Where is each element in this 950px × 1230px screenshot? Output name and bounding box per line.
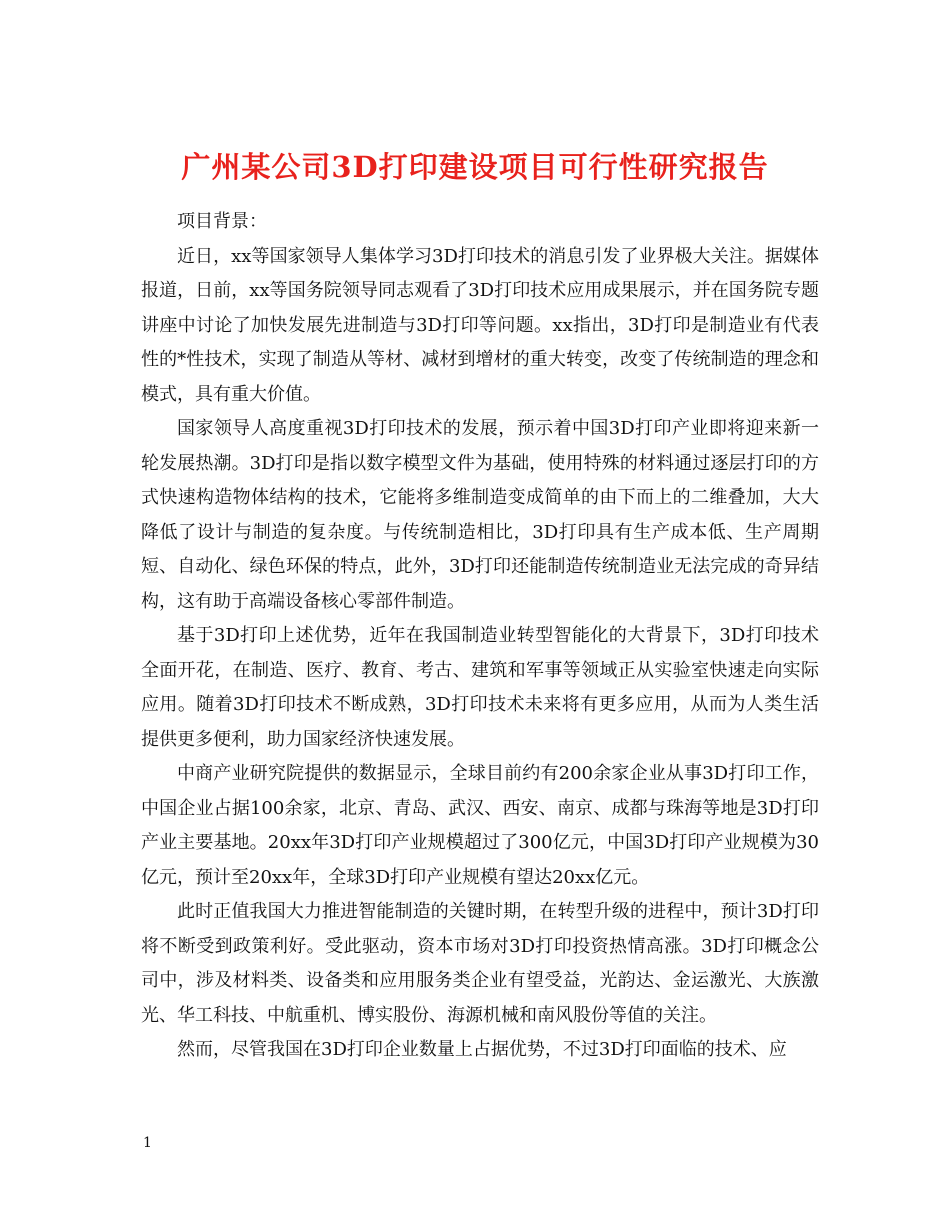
paragraph-1: 近日，xx等国家领导人集体学习3D打印技术的消息引发了业界极大关注。据媒体报道，日前，xx等国务院领导同志观看了3D打印技术应用成果展示，并在国务院专题讲座中讨论了加快发展先进制造与3D打印等问题。xx指出，3D打印是制造业有代表性的*性技术，实现了制造从等材、减材到增材的重大转变，改变了传统制造的理念和模式，具有重大价值。 [141, 245, 819, 405]
paragraph-4: 中商产业研究院提供的数据显示，全球目前约有200余家企业从事3D打印工作，中国企业占据100余家，北京、青岛、武汉、西安、南京、成都与珠海等地是3D打印产业主要基地。20xx年3D打印产业规模超过了300亿元，中国3D打印产业规模为30亿元，预计至20xx年，全球3D打印产业规模有望达20xx亿元。 [141, 763, 819, 888]
page-number: 1 [143, 1135, 152, 1151]
paragraph-2: 国家领导人高度重视3D打印技术的发展，预示着中国3D打印产业即将迎来新一轮发展热潮。3D打印是指以数字模型文件为基础，使用特殊的材料通过逐层打印的方式快速构造物体结构的技术，它能将多维制造变成简单的由下而上的二维叠加，大大降低了设计与制造的复杂度。与传统制造相比，3D打印具有生产成本低、生产周期短、自动化、绿色环保的特点，此外，3D打印还能制造传统制造业无法完成的奇异结构，这有助于高端设备核心零部件制造。 [141, 418, 819, 612]
section-label: 项目背景： [177, 211, 267, 232]
paragraph-6: 然而，尽管我国在3D打印企业数量上占据优势，不过3D打印面临的技术、应 [177, 1039, 787, 1060]
paragraph-3: 基于3D打印上述优势，近年在我国制造业转型智能化的大背景下，3D打印技术全面开花，在制造、医疗、教育、考古、建筑和军事等领域正从实验室快速走向实际应用。随着3D打印技术不断成熟，3D打印技术未来将有更多应用，从而为人类生活提供更多便利，助力国家经济快速发展。 [141, 625, 819, 750]
paragraph-5: 此时正值我国大力推进智能制造的关键时期，在转型升级的进程中，预计3D打印将不断受到政策利好。受此驱动，资本市场对3D打印投资热情高涨。3D打印概念公司中，涉及材料类、设备类和应用服务类企业有望受益，光韵达、金运激光、大族激光、华工科技、中航重机、博实股份、海源机械和南风股份等值的关注。 [141, 901, 819, 1026]
document-title: 广州某公司3D打印建设项目可行性研究报告 [181, 150, 769, 185]
document-body [141, 205, 819, 1068]
